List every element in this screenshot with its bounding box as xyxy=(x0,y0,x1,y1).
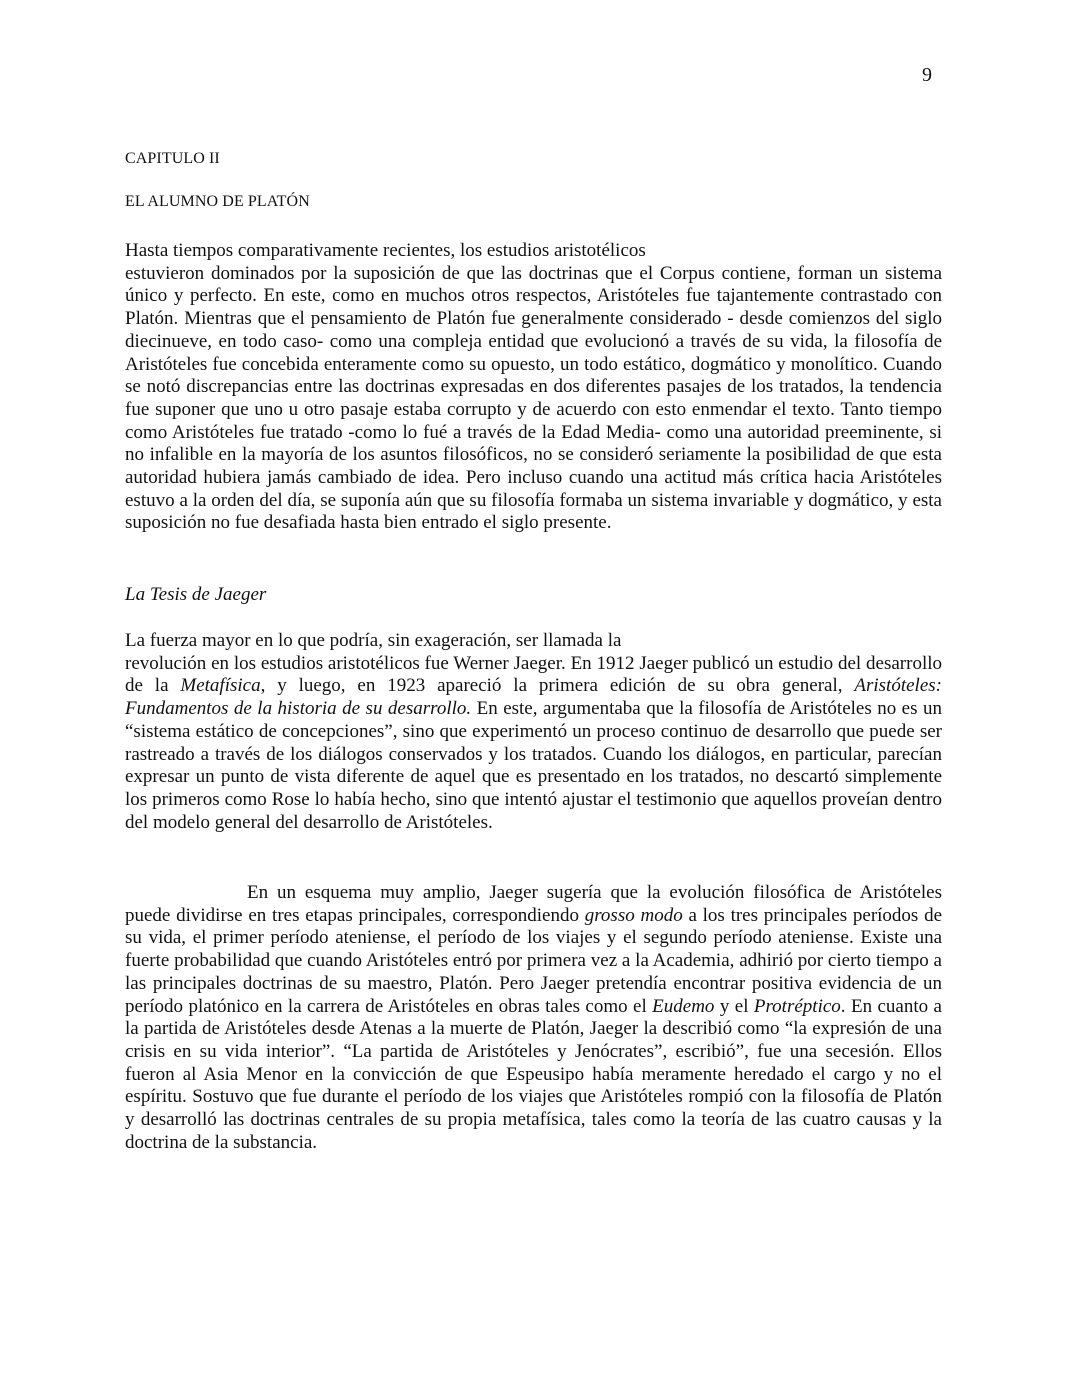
chapter-label: CAPITULO II xyxy=(125,150,220,167)
paragraph-2 xyxy=(125,630,942,834)
paragraph-2-italic-book-title: Aristóteles: Fundamentos de la historia de su desarrollo. xyxy=(125,675,942,720)
paragraph-2-text-3: En este, argumentaba que la filosofía de Aristóteles no es un “sistema estático de concepciones”, sino que experimentó un proceso continuo de desarrollo que puede ser rastreado a través de los diálogos conservados y los tratados. Cuando los diálogos, en particular, parecían expresar un punto de vista diferente de aquel que es presentado en los tratados, no descartó simplemente los primeros como Rose lo había hecho, sino que intentó ajustar el testimonio que aquellos proveían dentro del modelo general del desarrollo de Aristóteles. xyxy=(125,698,942,833)
chapter-title: EL ALUMNO DE PLATÓN xyxy=(125,193,310,210)
paragraph-1-first-line: Hasta tiempos comparativamente recientes, los estudios aristotélicos xyxy=(125,240,646,261)
section-title: La Tesis de Jaeger xyxy=(125,584,267,605)
paragraph-2-first-line: La fuerza mayor en lo que podría, sin exageración, ser llamada la xyxy=(125,630,622,651)
paragraph-2-body xyxy=(125,653,942,835)
paragraph-2-italic-metafisica: Metafísica xyxy=(180,675,261,697)
paragraph-3-italic-grosso-modo: grosso modo xyxy=(584,904,683,926)
paragraph-3-text-1: En un esquema muy amplio, Jaeger sugería que la evolución filosófica de Aristóteles puede dividirse en tres etapas principales, correspondiendo xyxy=(125,882,942,926)
paragraph-3-text-3: y el xyxy=(714,995,754,1017)
paragraph-1 xyxy=(125,240,942,535)
paragraph-1-body: estuvieron dominados por la suposición de que las doctrinas que el Corpus contiene, forman un sistema único y perfecto. En este, como en muchos otros respectos, Aristóteles fue tajantemente contrastado con Platón. Mientras que el pensamiento de Platón fue generalmente considerado - desde comienzos del siglo diecinueve, en todo caso- como una compleja entidad que evolucionó a través de su vida, la filosofía de Aristóteles fue concebida enteramente como su opuesto, un todo estático, dogmático y monolítico. Cuando se notó discrepancias entre las doctrinas expresadas en dos diferentes pasajes de los tratados, la tendencia fue suponer que uno u otro pasaje estaba corrupto y de acuerdo con esto enmendar el texto. Tanto tiempo como Aristóteles fue tratado -como lo fué a través de la Edad Media- como una autoridad preeminente, si no infalible en la mayoría de los asuntos filosóficos, no se consideró seriamente la posibilidad de que esta autoridad hubiera jamás cambiado de idea. Pero incluso cuando una actitud más crítica hacia Aristóteles estuvo a la orden del día, se suponía aún que su filosofía formaba un sistema invariable y dogmático, y esta suposición no fue desafiada hasta bien entrado el siglo presente. xyxy=(125,262,942,534)
paragraph-2-text-1: revolución en los estudios aristotélicos fue Werner Jaeger. En 1912 Jaeger publicó un estudio del desarrollo de la xyxy=(125,652,942,697)
paragraph-3-italic-eudemo: Eudemo xyxy=(652,995,715,1017)
paragraph-3-text-2: a los tres principales períodos de su vida, el primer período ateniense, el período de los viajes y el segundo período ateniense. Existe una fuerte probabilidad que cuando Aristóteles entró por primera vez a la Academia, adhirió por cierto tiempo a las principales doctrinas de su maestro, Platón. Pero Jaeger pretendía encontrar positiva evidencia de un período platónico en la carrera de Aristóteles en obras tales como el xyxy=(125,904,943,1017)
paragraph-3 xyxy=(125,882,942,1154)
paragraph-2-text-2: , y luego, en 1923 apareció la primera edición de su obra general, xyxy=(260,675,855,697)
paragraph-3-text-4: . En cuanto a la partida de Aristóteles desde Atenas a la muerte de Platón, Jaeger la describió como “la expresión de una crisis en su vida interior”. “La partida de Aristóteles y Jenócrates”, escribió”, fue una secesión. Ellos fueron al Asia Menor en la convicción de que Espeusipo había meramente heredado el cargo y no el espíritu. Sostuvo que fue durante el período de los viajes que Aristóteles rompió con la filosofía de Platón y desarrolló las doctrinas centrales de su propia metafísica, tales como la teoría de las cuatro causas y la doctrina de la substancia. xyxy=(125,995,942,1153)
page-number: 9 xyxy=(922,64,932,86)
paragraph-3-italic-protreptico: Protréptico xyxy=(753,995,841,1017)
